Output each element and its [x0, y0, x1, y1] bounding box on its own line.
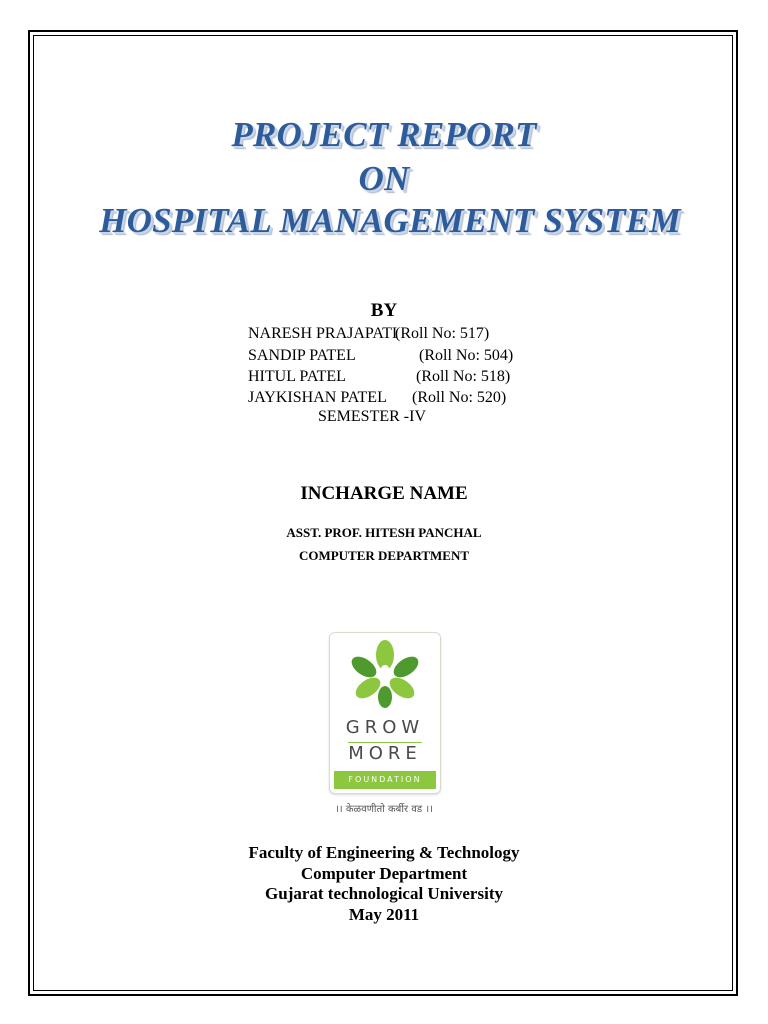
flower-emblem-icon — [330, 633, 440, 715]
logo-word-grow: GROW — [345, 717, 425, 738]
author-roll: (Roll No: 518) — [416, 368, 511, 385]
author-roll: (Roll No: 517) — [395, 325, 490, 342]
title-line-3: HOSPITAL MANAGEMENT SYSTEM — [99, 201, 681, 240]
author-roll: (Roll No: 520) — [412, 389, 507, 406]
author-row — [248, 324, 490, 344]
logo-tagline: ।। केळवणीतो कर्बीर वड ।। — [335, 804, 433, 815]
footer-faculty: Faculty of Engineering & Technology — [248, 843, 520, 862]
title-line-1: PROJECT REPORT — [231, 115, 537, 154]
incharge-name: ASST. PROF. HITESH PANCHAL — [286, 525, 482, 540]
author-name: JAYKISHAN PATEL — [248, 389, 387, 406]
incharge-department: COMPUTER DEPARTMENT — [298, 548, 470, 563]
author-row — [248, 367, 511, 387]
by-label: BY — [370, 300, 398, 321]
grow-more-logo — [329, 632, 441, 794]
footer-department: Computer Department — [300, 864, 468, 883]
incharge-heading: INCHARGE NAME — [300, 483, 468, 504]
footer-date: May 2011 — [348, 905, 420, 924]
author-row — [248, 346, 514, 366]
title-line-2: ON — [358, 159, 410, 198]
author-row — [248, 388, 507, 408]
footer-university: Gujarat technological University — [265, 884, 503, 903]
semester: SEMESTER -IV — [318, 408, 426, 425]
author-name: NARESH PRAJAPATI — [248, 325, 398, 342]
author-roll: (Roll No: 504) — [419, 347, 514, 364]
author-name: HITUL PATEL — [248, 368, 346, 385]
logo-word-more: MORE — [348, 743, 422, 764]
author-name: SANDIP PATEL — [248, 347, 356, 364]
logo-foundation-band: FOUNDATION — [334, 771, 436, 789]
